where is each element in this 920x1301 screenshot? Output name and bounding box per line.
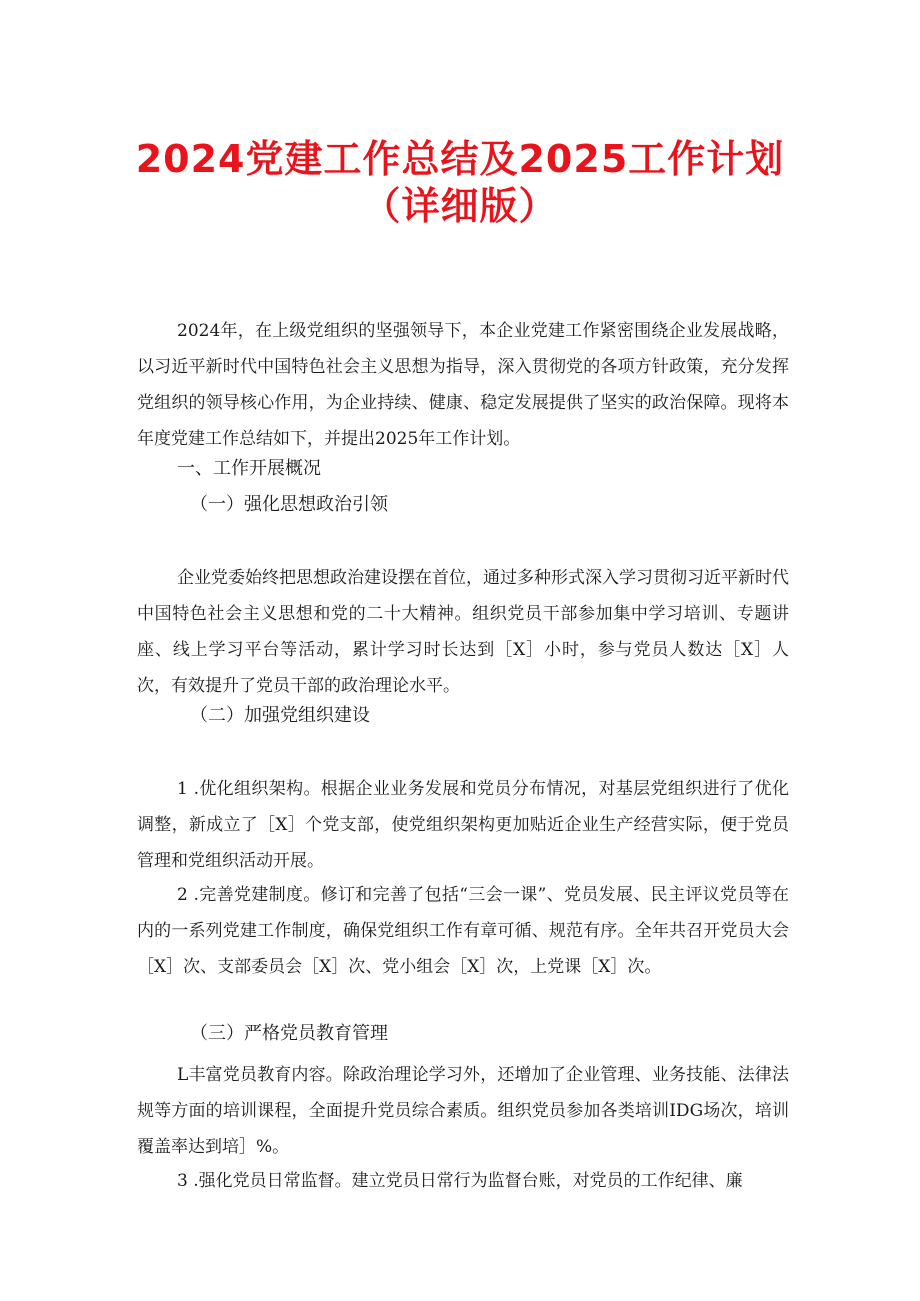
subsection-3-item-1	[137, 1057, 789, 1165]
subsection-3-item-1-text: L丰富党员教育内容。除政治理论学习外，还增加了企业管理、业务技能、法律法规等方面的培训课程，全面提升党员综合素质。组织党员参加各类培训IDG场次，培训覆盖率达到培］%。	[137, 1065, 789, 1157]
subsection-1-heading: （一）强化思想政治引领	[190, 494, 388, 515]
document-title-line-1: 2024党建工作总结及2025工作计划	[135, 137, 785, 181]
subsection-3-item-3	[137, 1163, 789, 1199]
intro-paragraph	[137, 313, 789, 457]
subsection-2-item-1	[137, 771, 789, 879]
document-title-line-2: （详细版）	[362, 184, 558, 228]
subsection-1-text: 企业党委始终把思想政治建设摆在首位，通过多种形式深入学习贯彻习近平新时代中国特色社会主义思想和党的二十大精神。组织党员干部参加集中学习培训、专题讲座、线上学习平台等活动，累计学习时长达到［X］小时，参与党员人数达［X］人次，有效提升了党员干部的政治理论水平。	[137, 568, 789, 696]
section-1-heading: 一、工作开展概况	[177, 458, 321, 479]
intro-text: 2024年，在上级党组织的坚强领导下，本企业党建工作紧密围绕企业发展战略，以习近平新时代中国特色社会主义思想为指导，深入贯彻党的各项方针政策，充分发挥党组织的领导核心作用，为企业持续、健康、稳定发展提供了坚实的政治保障。现将本年度党建工作总结如下，并提出2025年工作计划。	[137, 321, 789, 449]
subsection-3-item-3-text: 3 .强化党员日常监督。建立党员日常行为监督台账，对党员的工作纪律、廉	[177, 1171, 743, 1191]
subsection-2-heading: （二）加强党组织建设	[190, 705, 370, 726]
subsection-2-item-2-text: 2 .完善党建制度。修订和完善了包括“三会一课”、党员发展、民主评议党员等在内的一系列党建工作制度，确保党组织工作有章可循、规范有序。全年共召开党员大会［X］次、支部委员会［X］次、党小组会［X］次，上党课［X］次。	[137, 885, 789, 977]
subsection-3-heading: （三）严格党员教育管理	[190, 1023, 388, 1044]
subsection-1-paragraph	[137, 560, 789, 704]
subsection-2-item-1-text: 1 .优化组织架构。根据企业业务发展和党员分布情况，对基层党组织进行了优化调整，新成立了［X］个党支部，使党组织架构更加贴近企业生产经营实际，便于党员管理和党组织活动开展。	[137, 779, 789, 871]
subsection-2-item-2	[137, 877, 789, 985]
